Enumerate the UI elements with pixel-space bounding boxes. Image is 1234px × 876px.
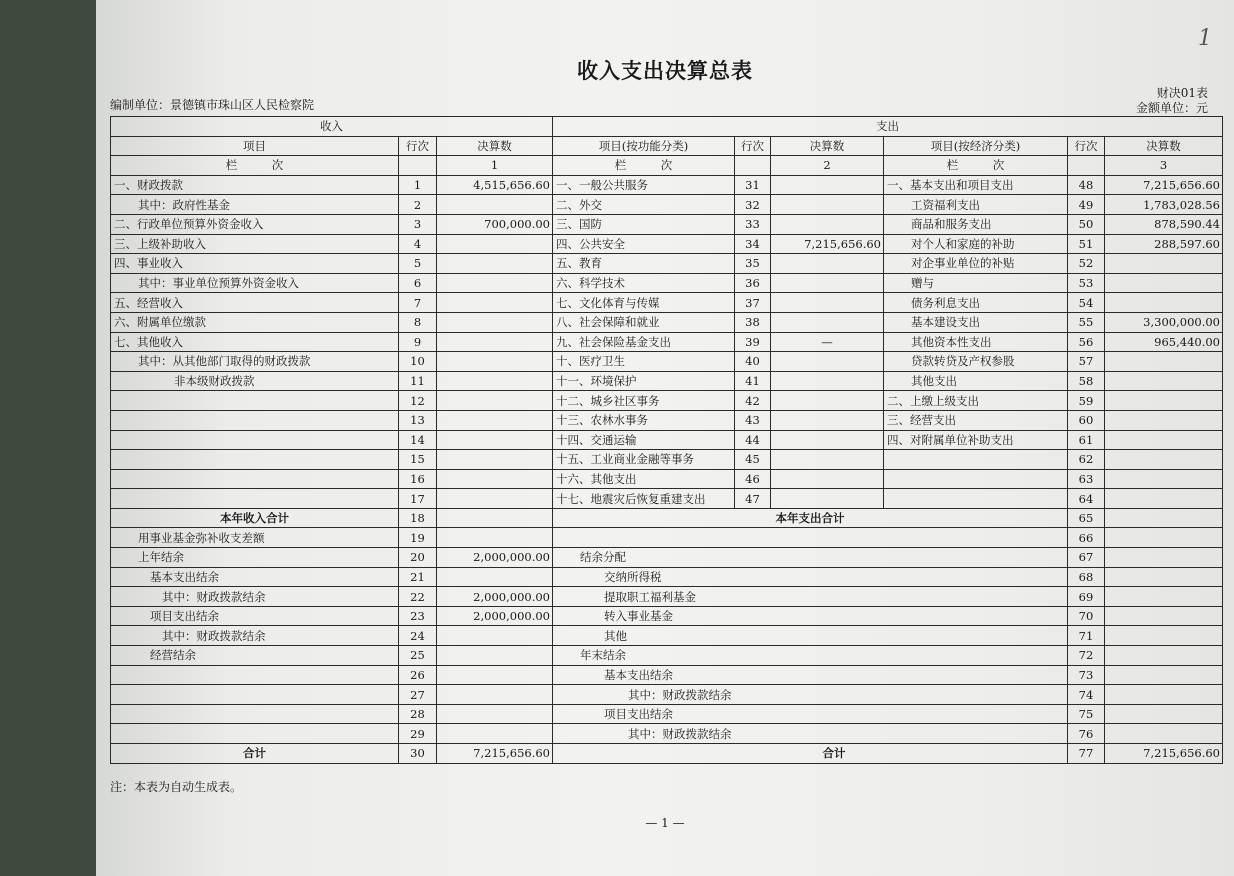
bottom-expense-item: 本年支出合计: [553, 508, 1068, 528]
table-row: [111, 508, 1223, 528]
bottom-expense-amount: [1105, 528, 1223, 548]
expense-section-header: 支出: [553, 117, 1223, 137]
income-row-no: 7: [399, 293, 437, 313]
income-item: 七、其他收入: [111, 332, 399, 352]
table-row: [111, 626, 1223, 646]
func-expense-item: 十六、其他支出: [553, 469, 735, 489]
income-row-no: 10: [399, 352, 437, 372]
bottom-expense-item: 年末结余: [553, 646, 1068, 666]
econ-expense-amount: 1,783,028.56: [1105, 195, 1223, 215]
income-item: [111, 489, 399, 509]
page-number: — 1 —: [645, 816, 685, 830]
bottom-expense-amount: 7,215,656.60: [1105, 744, 1223, 764]
econ-expense-amount: [1105, 371, 1223, 391]
income-row-no: 27: [399, 685, 437, 705]
income-item: 基本支出结余: [111, 567, 399, 587]
func-expense-amount: [771, 195, 884, 215]
income-row-no: 24: [399, 626, 437, 646]
compiling-unit: 编制单位：景德镇市珠山区人民检察院: [110, 98, 315, 112]
func-expense-row-no: 36: [735, 273, 771, 293]
income-item: [111, 724, 399, 744]
income-item: 其中：财政拨款结余: [111, 587, 399, 607]
func-col-index: 2: [771, 156, 884, 176]
func-lan-blank: [735, 156, 771, 176]
bottom-expense-item: 交纳所得税: [553, 567, 1068, 587]
econ-expense-row-no: 52: [1068, 254, 1105, 274]
func-expense-item: 十、医疗卫生: [553, 352, 735, 372]
report-page: [96, 0, 1234, 876]
bottom-expense-row-no: 72: [1068, 646, 1105, 666]
func-lan-label: 栏 次: [553, 156, 735, 176]
econ-expense-amount: [1105, 489, 1223, 509]
table-row: [111, 175, 1223, 195]
econ-col-index: 3: [1105, 156, 1223, 176]
income-row-no: 9: [399, 332, 437, 352]
bottom-expense-amount: [1105, 606, 1223, 626]
econ-expense-item: 其他支出: [884, 371, 1068, 391]
bottom-expense-row-no: 68: [1068, 567, 1105, 587]
econ-expense-row-no: 61: [1068, 430, 1105, 450]
econ-expense-item: 商品和服务支出: [884, 214, 1068, 234]
income-amount: [437, 626, 553, 646]
income-item: 二、行政单位预算外资金收入: [111, 214, 399, 234]
income-item: 四、事业收入: [111, 254, 399, 274]
econ-expense-row-no: 48: [1068, 175, 1105, 195]
econ-expense-row-no: 56: [1068, 332, 1105, 352]
income-row-no: 6: [399, 273, 437, 293]
income-row-no: 30: [399, 744, 437, 764]
bottom-expense-row-no: 75: [1068, 704, 1105, 724]
func-expense-amount: —: [771, 332, 884, 352]
bottom-expense-amount: [1105, 646, 1223, 666]
bottom-expense-item: 转入事业基金: [553, 606, 1068, 626]
econ-rowno-header: 行次: [1068, 136, 1105, 156]
column-header-row: [111, 136, 1223, 156]
income-row-no: 13: [399, 410, 437, 430]
income-item: [111, 469, 399, 489]
func-expense-amount: [771, 214, 884, 234]
table-row: [111, 646, 1223, 666]
table-row: [111, 548, 1223, 568]
bottom-expense-amount: [1105, 587, 1223, 607]
income-amount: [437, 293, 553, 313]
func-expense-item: 十二、城乡社区事务: [553, 391, 735, 411]
table-row: [111, 214, 1223, 234]
bottom-expense-item: 其中：财政拨款结余: [553, 724, 1068, 744]
income-item: 其中：事业单位预算外资金收入: [111, 273, 399, 293]
table-row: [111, 450, 1223, 470]
income-item: 用事业基金弥补收支差额: [111, 528, 399, 548]
func-expense-row-no: 42: [735, 391, 771, 411]
func-expense-item: 十三、农林水事务: [553, 410, 735, 430]
income-row-no: 22: [399, 587, 437, 607]
income-amount: 2,000,000.00: [437, 606, 553, 626]
table-row: [111, 469, 1223, 489]
income-amount: [437, 410, 553, 430]
func-expense-row-no: 34: [735, 234, 771, 254]
func-expense-row-no: 45: [735, 450, 771, 470]
func-expense-row-no: 44: [735, 430, 771, 450]
func-expense-row-no: 39: [735, 332, 771, 352]
bottom-expense-row-no: 67: [1068, 548, 1105, 568]
econ-expense-amount: [1105, 391, 1223, 411]
econ-expense-row-no: 53: [1068, 273, 1105, 293]
econ-lan-blank: [1068, 156, 1105, 176]
income-amount: 2,000,000.00: [437, 548, 553, 568]
income-item: [111, 391, 399, 411]
income-row-no: 21: [399, 567, 437, 587]
func-expense-item: 一、一般公共服务: [553, 175, 735, 195]
econ-expense-amount: [1105, 450, 1223, 470]
econ-expense-item: 基本建设支出: [884, 312, 1068, 332]
bottom-expense-row-no: 73: [1068, 665, 1105, 685]
income-col-index: 1: [437, 156, 553, 176]
income-item: 合计: [111, 744, 399, 764]
income-item: 六、附属单位缴款: [111, 312, 399, 332]
econ-expense-item: 工资福利支出: [884, 195, 1068, 215]
income-row-no: 25: [399, 646, 437, 666]
func-expense-item: 五、教育: [553, 254, 735, 274]
income-row-no: 3: [399, 214, 437, 234]
func-expense-amount: [771, 254, 884, 274]
income-amount: [437, 469, 553, 489]
func-expense-amount: [771, 469, 884, 489]
footnote: 注：本表为自动生成表。: [110, 780, 243, 794]
func-rowno-header: 行次: [735, 136, 771, 156]
table-row: [111, 234, 1223, 254]
income-item: 其中：从其他部门取得的财政拨款: [111, 352, 399, 372]
handwritten-mark: 1: [1198, 26, 1212, 51]
form-code: 财决01表: [1156, 86, 1208, 100]
income-row-no: 20: [399, 548, 437, 568]
income-row-no: 11: [399, 371, 437, 391]
income-amount: [437, 430, 553, 450]
income-amount: [437, 195, 553, 215]
income-item: 其中：财政拨款结余: [111, 626, 399, 646]
bottom-expense-row-no: 70: [1068, 606, 1105, 626]
income-amount: [437, 724, 553, 744]
func-expense-item: 二、外交: [553, 195, 735, 215]
bottom-expense-row-no: 65: [1068, 508, 1105, 528]
bottom-expense-row-no: 69: [1068, 587, 1105, 607]
income-row-no: 4: [399, 234, 437, 254]
econ-amount-header: 决算数: [1105, 136, 1223, 156]
income-row-no: 12: [399, 391, 437, 411]
income-row-no: 26: [399, 665, 437, 685]
func-item-header: 项目(按功能分类): [553, 136, 735, 156]
income-rowno-header: 行次: [399, 136, 437, 156]
bottom-expense-row-no: 66: [1068, 528, 1105, 548]
bottom-expense-item: 其他: [553, 626, 1068, 646]
bottom-expense-item: 提取职工福利基金: [553, 587, 1068, 607]
func-expense-amount: [771, 430, 884, 450]
income-amount: [437, 528, 553, 548]
income-row-no: 15: [399, 450, 437, 470]
func-expense-item: 六、科学技术: [553, 273, 735, 293]
bottom-expense-item: 项目支出结余: [553, 704, 1068, 724]
income-amount: [437, 665, 553, 685]
table-row: [111, 704, 1223, 724]
func-expense-row-no: 32: [735, 195, 771, 215]
func-expense-row-no: 40: [735, 352, 771, 372]
econ-expense-amount: 3,300,000.00: [1105, 312, 1223, 332]
income-item-header: 项目: [111, 136, 399, 156]
econ-expense-amount: 7,215,656.60: [1105, 175, 1223, 195]
func-expense-item: 四、公共安全: [553, 234, 735, 254]
econ-expense-amount: [1105, 410, 1223, 430]
table-row: [111, 724, 1223, 744]
bottom-expense-amount: [1105, 665, 1223, 685]
income-amount: 7,215,656.60: [437, 744, 553, 764]
bottom-expense-item: 结余分配: [553, 548, 1068, 568]
econ-expense-item: 债务利息支出: [884, 293, 1068, 313]
econ-expense-row-no: 54: [1068, 293, 1105, 313]
income-item: [111, 704, 399, 724]
bottom-expense-row-no: 71: [1068, 626, 1105, 646]
econ-expense-row-no: 55: [1068, 312, 1105, 332]
func-expense-row-no: 35: [735, 254, 771, 274]
table-row: [111, 293, 1223, 313]
func-expense-amount: [771, 371, 884, 391]
income-amount: [437, 567, 553, 587]
income-amount: [437, 704, 553, 724]
summary-table: [110, 116, 1223, 764]
func-expense-item: 八、社会保障和就业: [553, 312, 735, 332]
income-row-no: 14: [399, 430, 437, 450]
econ-expense-row-no: 51: [1068, 234, 1105, 254]
income-amount: [437, 508, 553, 528]
func-expense-item: 十四、交通运输: [553, 430, 735, 450]
table-row: [111, 273, 1223, 293]
income-row-no: 8: [399, 312, 437, 332]
income-amount-header: 决算数: [437, 136, 553, 156]
econ-expense-item: 四、对附属单位补助支出: [884, 430, 1068, 450]
income-amount: 2,000,000.00: [437, 587, 553, 607]
income-lan-blank: [399, 156, 437, 176]
econ-expense-amount: 878,590.44: [1105, 214, 1223, 234]
income-row-no: 16: [399, 469, 437, 489]
income-item: 一、财政拨款: [111, 175, 399, 195]
page-title: 收入支出决算总表: [577, 58, 753, 83]
bottom-expense-amount: [1105, 508, 1223, 528]
bottom-expense-item: [553, 528, 1068, 548]
bottom-expense-amount: [1105, 724, 1223, 744]
econ-expense-row-no: 57: [1068, 352, 1105, 372]
expense-total-label: 合计: [553, 744, 1068, 764]
func-expense-amount: [771, 391, 884, 411]
econ-expense-item: 三、经营支出: [884, 410, 1068, 430]
func-expense-row-no: 43: [735, 410, 771, 430]
table-row: [111, 410, 1223, 430]
econ-expense-amount: [1105, 254, 1223, 274]
econ-expense-row-no: 59: [1068, 391, 1105, 411]
func-expense-item: 三、国防: [553, 214, 735, 234]
income-amount: [437, 332, 553, 352]
func-expense-amount: [771, 352, 884, 372]
econ-lan-label: 栏 次: [884, 156, 1068, 176]
econ-expense-amount: [1105, 293, 1223, 313]
report-meta: [1136, 86, 1208, 116]
income-amount: [437, 234, 553, 254]
table-row: [111, 587, 1223, 607]
income-row-no: 28: [399, 704, 437, 724]
income-item: 非本级财政拨款: [111, 371, 399, 391]
income-item: 五、经营收入: [111, 293, 399, 313]
func-expense-item: 七、文化体育与传媒: [553, 293, 735, 313]
func-expense-amount: [771, 489, 884, 509]
income-amount: 700,000.00: [437, 214, 553, 234]
income-item: 上年结余: [111, 548, 399, 568]
func-expense-item: 十七、地震灾后恢复重建支出: [553, 489, 735, 509]
func-expense-row-no: 31: [735, 175, 771, 195]
econ-expense-amount: [1105, 352, 1223, 372]
econ-expense-item: [884, 450, 1068, 470]
income-row-no: 23: [399, 606, 437, 626]
func-expense-row-no: 37: [735, 293, 771, 313]
econ-item-header: 项目(按经济分类): [884, 136, 1068, 156]
table-row: [111, 371, 1223, 391]
income-row-no: 29: [399, 724, 437, 744]
econ-expense-amount: [1105, 430, 1223, 450]
income-item: [111, 685, 399, 705]
bottom-expense-row-no: 76: [1068, 724, 1105, 744]
table-row: [111, 352, 1223, 372]
econ-expense-amount: [1105, 469, 1223, 489]
econ-expense-row-no: 63: [1068, 469, 1105, 489]
income-item: 其中：政府性基金: [111, 195, 399, 215]
econ-expense-row-no: 49: [1068, 195, 1105, 215]
func-expense-row-no: 38: [735, 312, 771, 332]
func-expense-row-no: 46: [735, 469, 771, 489]
func-expense-item: 十五、工业商业金融等事务: [553, 450, 735, 470]
income-row-no: 19: [399, 528, 437, 548]
bottom-expense-amount: [1105, 704, 1223, 724]
table-row: [111, 489, 1223, 509]
income-amount: [437, 391, 553, 411]
econ-expense-row-no: 60: [1068, 410, 1105, 430]
income-item: [111, 450, 399, 470]
income-item: 三、上级补助收入: [111, 234, 399, 254]
econ-expense-item: 其他资本性支出: [884, 332, 1068, 352]
income-amount: [437, 273, 553, 293]
income-amount: 4,515,656.60: [437, 175, 553, 195]
func-expense-row-no: 41: [735, 371, 771, 391]
func-expense-row-no: 47: [735, 489, 771, 509]
currency-unit: 金额单位：元: [1135, 101, 1208, 115]
income-section-header: 收入: [111, 117, 553, 137]
func-expense-amount: [771, 450, 884, 470]
econ-expense-row-no: 62: [1068, 450, 1105, 470]
bottom-expense-item: 其中：财政拨款结余: [553, 685, 1068, 705]
econ-expense-item: [884, 489, 1068, 509]
func-expense-item: 十一、环境保护: [553, 371, 735, 391]
income-amount: [437, 312, 553, 332]
bottom-expense-item: 基本支出结余: [553, 665, 1068, 685]
income-item: 本年收入合计: [111, 508, 399, 528]
bottom-expense-amount: [1105, 567, 1223, 587]
func-expense-amount: [771, 312, 884, 332]
income-amount: [437, 489, 553, 509]
econ-expense-amount: [1105, 273, 1223, 293]
econ-expense-amount: 288,597.60: [1105, 234, 1223, 254]
func-expense-amount: [771, 175, 884, 195]
income-row-no: 17: [399, 489, 437, 509]
econ-expense-item: 二、上缴上级支出: [884, 391, 1068, 411]
econ-expense-item: 对企事业单位的补贴: [884, 254, 1068, 274]
income-item: [111, 430, 399, 450]
table-row: [111, 744, 1223, 764]
income-item: 项目支出结余: [111, 606, 399, 626]
table-row: [111, 332, 1223, 352]
column-index-row: [111, 156, 1223, 176]
econ-expense-item: 对个人和家庭的补助: [884, 234, 1068, 254]
income-row-no: 1: [399, 175, 437, 195]
section-header-row: [111, 117, 1223, 137]
bottom-expense-row-no: 74: [1068, 685, 1105, 705]
econ-expense-row-no: 50: [1068, 214, 1105, 234]
table-row: [111, 528, 1223, 548]
func-amount-header: 决算数: [771, 136, 884, 156]
func-expense-amount: [771, 293, 884, 313]
table-row: [111, 606, 1223, 626]
income-item: [111, 665, 399, 685]
bottom-expense-amount: [1105, 548, 1223, 568]
table-row: [111, 430, 1223, 450]
bottom-expense-row-no: 77: [1068, 744, 1105, 764]
income-amount: [437, 254, 553, 274]
econ-expense-row-no: 58: [1068, 371, 1105, 391]
econ-expense-item: 贷款转贷及产权参股: [884, 352, 1068, 372]
bottom-expense-amount: [1105, 626, 1223, 646]
econ-expense-row-no: 64: [1068, 489, 1105, 509]
income-row-no: 5: [399, 254, 437, 274]
income-row-no: 18: [399, 508, 437, 528]
income-amount: [437, 450, 553, 470]
table-row: [111, 195, 1223, 215]
func-expense-amount: 7,215,656.60: [771, 234, 884, 254]
income-item: 经营结余: [111, 646, 399, 666]
table-row: [111, 685, 1223, 705]
func-expense-amount: [771, 273, 884, 293]
income-amount: [437, 352, 553, 372]
func-expense-amount: [771, 410, 884, 430]
table-row: [111, 312, 1223, 332]
table-row: [111, 254, 1223, 274]
func-expense-row-no: 33: [735, 214, 771, 234]
income-amount: [437, 646, 553, 666]
income-row-no: 2: [399, 195, 437, 215]
econ-expense-item: 一、基本支出和项目支出: [884, 175, 1068, 195]
table-row: [111, 391, 1223, 411]
econ-expense-item: 赠与: [884, 273, 1068, 293]
income-item: [111, 410, 399, 430]
table-row: [111, 665, 1223, 685]
func-expense-item: 九、社会保险基金支出: [553, 332, 735, 352]
table-row: [111, 567, 1223, 587]
econ-expense-amount: 965,440.00: [1105, 332, 1223, 352]
bottom-expense-amount: [1105, 685, 1223, 705]
income-amount: [437, 685, 553, 705]
econ-expense-item: [884, 469, 1068, 489]
income-amount: [437, 371, 553, 391]
income-lan-label: 栏 次: [111, 156, 399, 176]
